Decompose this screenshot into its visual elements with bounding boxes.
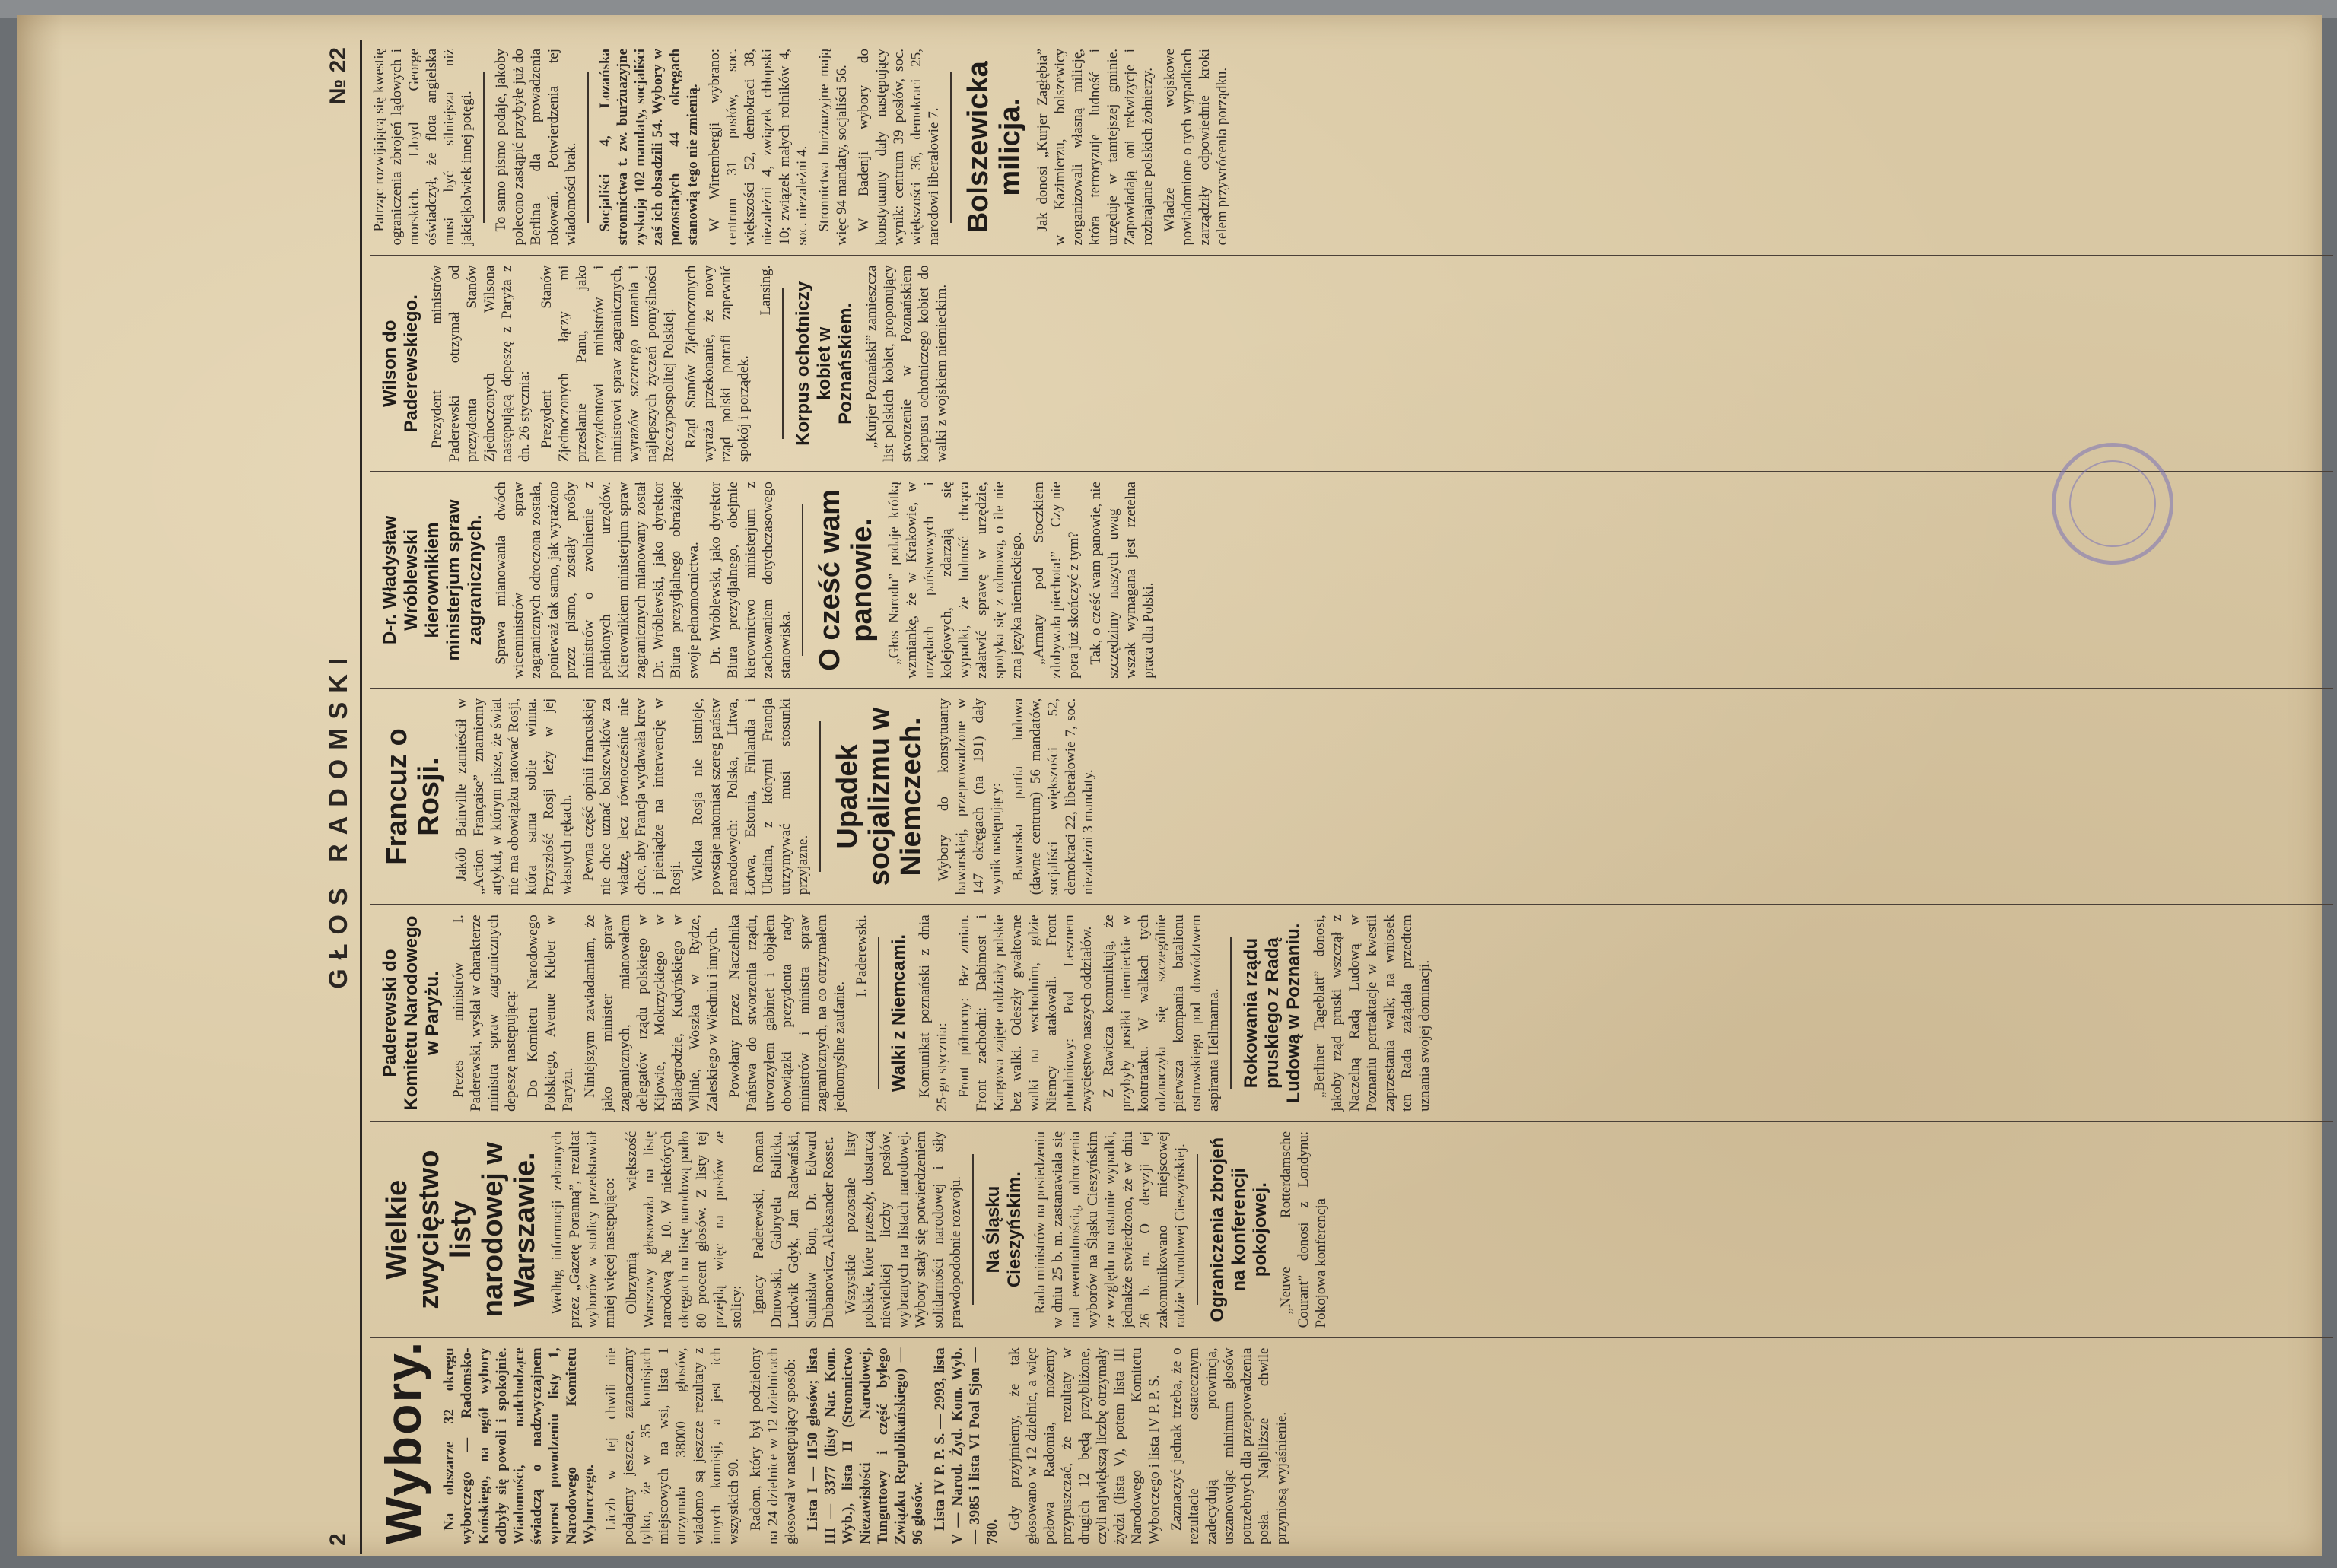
- column-1: [370, 1337, 2333, 1554]
- paragraph: Tak, o cześć wam panowie, nie szczędzimy naszych uwag — wszak wymagana jest rzetelna praca dla Polski.: [1088, 482, 1156, 679]
- paragraph: Według informacji zebranych przez „Gazetę Poranną”, rezultat wyborów w stolicy przedstawiał mniej więcej następująco:: [549, 1131, 618, 1328]
- paragraph: „Berliner Tageblatt” donosi, jakoby rząd pruski wszczął z Naczelną Radą Ludową w Poznaniu pertraktacje w kwestii zaprzestania walk; na wniosek ten Rada zażądała przedtem uznania swojej dominacji.: [1312, 914, 1432, 1112]
- names-list: Ignacy Paderewski, Roman Dmowski, Gabryela Balicka, Ludwik Gdyk, Jan Radwański, Stanisław Bon, Dr. Edward Dubanowicz, Aleksander Rosset.: [751, 1131, 837, 1328]
- paragraph: Komunikat poznański z dnia 25-go stycznia:: [917, 914, 950, 1112]
- paragraph: Rada ministrów na posiedzeniu w dniu 25 b. m. zastanawiała się nad ewentualnością, odroczenia wyborów na Śląsku Cieszyńskim ze względu na ostatnie wypadki, jednakże stwierdzono, że w dniu 26 b. m. O decyzji tej zakomunikowano miejscowej radzie Narodowej Cieszyńskiej.: [1032, 1131, 1188, 1328]
- paragraph: Liczb w tej chwili nie podajemy jeszcze, zaznaczamy tylko, że w 35 komisjach miejscowych na wsi, lista 1 otrzymała 38000 głosów, wiadomo są jeszcze rezultaty z innych komisji, a jest ich wszystkich 90.: [603, 1347, 742, 1544]
- paragraph: Dr. Wróblewski, jako dyrektor Biura prezydjalnego, obejmie kierownictwo ministerjum z zachowaniem dotychczasowego stanowiska.: [707, 482, 793, 679]
- paragraph: Jak donosi „Kurjer Zagłębia” w Kazimierzu, bolszewicy zorganizowali własną milicję, która terroryzuje ludność i urzęduje w tamtejszej gminie. Zapowiadają oni rekwizycje i rozbrajanie polskich żołnierzy.: [1035, 48, 1156, 246]
- paragraph: „Neuwe Rotterdamsche Courant” donosi z Londynu: Pokojowa konferencja: [1278, 1131, 1329, 1328]
- paragraph: Zaznaczyć jednak trzeba, że o rezultacie ostatecznym zadecydują prowincja, uszanowując minimum głosów potrzebnych dla przeprowadzenia posła. Najbliższe chwile przyniosą wyjaśnienie.: [1168, 1347, 1289, 1544]
- section-divider: [802, 504, 803, 656]
- masthead: [317, 40, 362, 1554]
- section-divider: [950, 72, 952, 223]
- headline-volunteer-corps: Korpus ochotniczy kobiet w Poznańskiem.: [793, 281, 856, 446]
- paragraph: Powołany przez Naczelnika Państwa do stworzenia rządu, utworzyłem gabinet i objąłem obowiązki prezydenta rady ministrów i ministra spraw zagranicznych, na co otrzymałem jednomyślne zaufanie.: [727, 914, 847, 1112]
- article-columns: [370, 40, 2333, 1554]
- headline-negotiations: Rokowania rządu pruskiego z Radą Ludową w Poznaniu.: [1241, 923, 1304, 1103]
- paragraph: Niniejszym zawiadamiam, że jako minister spraw zagranicznych, mianowałem delegatów rządu polskiego w Kijowie, Mokrzyckiego w Białogrodzie, Kudyńskiego w Wilnie, Woszka w Rydze, Zaleskiego w Wiedniu i innych.: [582, 914, 720, 1112]
- headline-wilson: Wilson do Paderewskiego.: [380, 294, 421, 433]
- headline-militia: Bolszewicka milicja.: [962, 61, 1026, 234]
- paragraph: W Wirtembergji wybrano: centrum 31 posłów, soc. większości 52, demokraci 38, niezależni 4, związek chłopski 10; związek małych rolników 4, soc. niezależni 4.: [707, 48, 810, 246]
- paragraph: To samo pismo podaje, jakoby polecono zastąpić przybyłe już do Berlina dla prowadzenia rokowań. Potwierdzenia tej wiadomości brak.: [493, 48, 579, 246]
- paragraph: Wybory do konstytuanty bawarskiej, przeprowadzone w 147 okręgach (na 191) dały wynik następujący:: [936, 698, 1004, 895]
- section-divider: [587, 72, 589, 223]
- stamp-inner-ring: [2055, 446, 2170, 561]
- headline-paderewski: Paderewski do Komitetu Narodowego w Paryżu.: [380, 915, 443, 1111]
- headline-silesia: Na Śląsku Cieszyńskim.: [983, 1172, 1025, 1288]
- paragraph: Patrząc rozwijającą się kwestię ograniczenia zbrojeń lądowych i morskich. Lloyd George oświadczył, że flota angielska musi być silniejsza niż jakiejkolwiek innej potęgi.: [371, 48, 475, 246]
- paragraph: Prezes ministrów I. Paderewski, wysłał w charakterze ministra spraw zagranicznych depeszę następującą:: [450, 914, 519, 1112]
- column-4: [370, 688, 2333, 905]
- headline-warsaw: Wielkie zwycięstwo listy narodowej w Warszawie.: [381, 1142, 541, 1318]
- headline-russia: Francuz o Rosji.: [381, 728, 445, 865]
- headline-wroblewski: D-r. Władysław Wróblewski kierownikiem ministerjum spraw zagranicznych.: [380, 499, 485, 661]
- section-divider: [819, 721, 821, 873]
- paragraph: Wszystkie pozostałe listy polskie, które przeszły, dostarczą niewielkiej liczby posłów, wybranych na listach narodowej. Wybory stały się potwierdzeniem solidarności narodowej i siły prawdopodobnie rozwoju.: [843, 1131, 964, 1328]
- section-divider: [1230, 937, 1232, 1089]
- paragraph: „Armaty pod Stoczkiem zdobywała piechota!” — Czy nie pora już skończyć z tym?: [1031, 482, 1082, 679]
- headline-wybory: Wybory.: [375, 1340, 431, 1544]
- paragraph: Lista I — 1150 głosów; lista III — 3377 (listy Nar. Kom. Wyb.), lista II (Stronnictwo Niezawisłości Narodowej, Tunguttowy i część byłego Związku Republikańskiego) — 96 głosów.: [805, 1347, 926, 1544]
- page-number: 2: [326, 1533, 351, 1546]
- column-3: [370, 904, 2333, 1121]
- headline-armament: Ograniczenia zbrojeń na konferencji pokojowej.: [1207, 1137, 1270, 1322]
- paragraph: Front północny: Bez zmian. Front zachodni: Babimost i Kargowa zajęte oddziały polskie bez walki. Odeszły gwałtowne walki na wschodnim, gdzie Niemcy atakowali. Front południowy: Pod Lesznem zwycięstwo naszych oddziałów.: [956, 914, 1095, 1112]
- section-divider: [483, 72, 485, 223]
- paragraph: Z Rawicza komunikują, że przybyły posiłki niemieckie w kontrataku. W walkach tych odznaczyła się szczególnie pierwsza kompania batalionu ostrowskiego pod dowództwem aspiranta Heilmanna.: [1101, 914, 1222, 1112]
- newspaper-sheet: [17, 15, 2322, 1556]
- paragraph: Socjaliści 4, Lozańska stronnictwa t. zw. burżuazyjne zyskują 102 mandaty, socjaliści zaś ich obsadzili 54. Wybory w pozostałych 44 okręgach stanowią tego nie zmienią.: [597, 48, 701, 246]
- paragraph: Władze wojskowe powiadomione o tych wypadkach zarządziły odpowiednie kroki celem przywrócenia porządku.: [1162, 48, 1230, 246]
- paragraph: Jakób Bainville zamieścił w „Action Française” znamienny artykuł, w którym pisze, że świat nie ma obowiązku ratować Rosji, która sama sobie winna. Przyszłość Rosji leży w jej własnych rękach.: [453, 698, 574, 895]
- column-7: [370, 40, 2333, 255]
- paragraph: „Głos Narodu” podaje krótką wzmiankę, że w Krakowie, w urzędach państwowych i kolejowych, zdarzają się wypadki, że ludność chcąca załatwić sprawę w urzędzie, spotyka się z odmową, o ile nie zna języka niemieckiego.: [886, 482, 1025, 679]
- issue-number: № 22: [326, 47, 351, 105]
- section-divider: [878, 937, 879, 1089]
- paragraph: Olbrzymią większość Warszawy głosowała na listę narodową № 10. W niektórych okręgach na listę narodową padło 80 procent głosów. Z listy tej przejdą więc na posłów ze stolicy:: [624, 1131, 745, 1328]
- paragraph: W Badenji wybory do konstytuanty dały następujący wynik: centrum 39 posłów, soc. większości 36, demokraci 25, narodowi liberałowie 7.: [856, 48, 942, 246]
- column-2: [370, 1121, 2333, 1337]
- section-divider: [972, 1154, 974, 1306]
- paragraph: Stronnictwa burżuazyjne mają więc 94 mandaty, socjaliści 56.: [816, 48, 850, 246]
- newspaper-title: GŁOS RADOMSKI: [323, 648, 353, 989]
- column-6: [370, 255, 2333, 472]
- paragraph: Prezydent Stanów Zjednoczonych łączy mi przesłanie Panu, jako prezydentowi ministrów i ministrowi spraw zagranicznych, wyrazów szczerego uznania i najlepszych życzeń pomyślności Rzeczypospolitej Polskiej.: [539, 265, 677, 463]
- paragraph: Lista IV P. P. S. — 2993, lista V — Narod. Żyd. Kom. Wyb. — 3985 i lista VI Poal Sjon — 780.: [932, 1347, 1000, 1544]
- paragraph: Sprawa mianowania dwóch wiceministrów spraw zagranicznych odroczona została, ponieważ tak samo, jak wyrażono przez pismo, zostały prośby ministrów o zwolnienie z pełnionych urzędów. Kierownikiem ministerjum spraw zagranicznych mianowany został Dr. Wróblewski, jako dyrektor Biura prezydjalnego obrażając swoje pełnomocnictwa.: [493, 482, 701, 679]
- paragraph: Bawarska partia ludowa (dawne centrum) 56 mandatów, socjaliści większości 52, demokraci 22, liberałowie 7, soc. niezależni 3 mandaty.: [1010, 698, 1096, 895]
- headline-socialism: Upadek socjalizmu w Niemczech.: [831, 707, 927, 886]
- paragraph: „Kurjer Poznański” zamieszcza list polskich kobiet, proponujący stworzenie w Poznańskiem korpusu ochotniczego kobiet do walki z wojskiem niemieckim.: [863, 265, 949, 463]
- paragraph: Pewna część opinii francuskiej nie chce uznać bolszewików za władzę, lecz równocześnie nie chce, aby Francja wydawała krew i pieniądze na interwencję w Rosji.: [580, 698, 684, 895]
- paragraph: Do Komitetu Narodowego Polskiego, Avenue Kleber w Paryżu.: [525, 914, 576, 1112]
- paragraph: Wielka Rosja nie istnieje, powstaje natomiast szereg państw narodowych: Polska, Litwa, Łotwa, Estonia, Finlandia i Ukraina, z którymi Francja utrzymywać musi stosunki przyjazne.: [690, 698, 811, 895]
- section-divider: [782, 288, 784, 440]
- column-5: [370, 471, 2333, 688]
- headline-germans: Walki z Niemcami.: [889, 933, 909, 1093]
- section-divider: [1197, 1154, 1198, 1306]
- paragraph: Na obszarze 32 okręgu wyborczego — Radomsko-Końskiego, na ogół wybory odbyły się powoli i spokojnie. Wiadomości, nadchodzące świadczą o nadzwyczajnem wprost powodzeniu listy 1, Narodowego Komitetu Wyborczego.: [441, 1347, 597, 1544]
- headline-honor: O cześć wam panowie.: [814, 489, 878, 671]
- rotated-page: [317, 40, 2337, 1554]
- paragraph: Rząd Stanów Zjednoczonych wyraża przekonanie, że nowy rząd polski potrafi zapewnić spokój i porządek.: [683, 265, 752, 463]
- signature: I. Paderewski.: [854, 914, 870, 997]
- signature: Lansing.: [758, 265, 774, 316]
- paragraph: Prezydent ministrów Paderewski otrzymał od prezydenta Stanów Zjednoczonych Wilsona następującą depeszę z Paryża z dn. 26 stycznia:: [429, 265, 533, 463]
- paragraph: Radom, który był podzielony na 24 dzielnice w 12 dzielnicach głosował w następujący sposób:: [748, 1347, 799, 1544]
- paper-edge-shadow: [17, 15, 62, 1556]
- paragraph: Gdy przyjmiemy, że tak głosowano w 12 dzielnic, a więc połowa Radomia, możemy przypuszczać, że rezultaty w drugich 12 będą przybliżone, czyli największą liczbę otrzymały żydzi (lista V), potem lista III Narodowego Komitetu Wyborczego i lista IV P. P. S.: [1006, 1347, 1162, 1544]
